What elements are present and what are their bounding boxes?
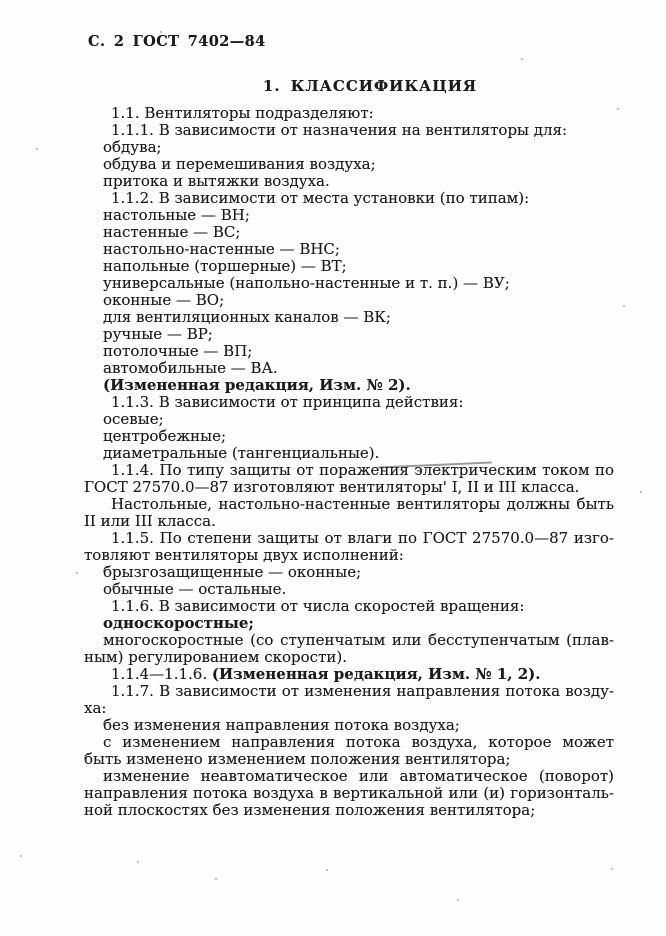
amendment-note: (Измененная редакция, Изм. № 2). <box>103 376 411 394</box>
scan-speck <box>76 572 78 574</box>
list-item: центробежные; <box>103 427 227 445</box>
list-item: универсальные (напольно-настенные и т. п.) — ВУ; <box>103 274 510 292</box>
list-item: напольные (торшерные) — ВТ; <box>103 257 347 275</box>
paragraph: Настольные, настольно-настенные вентиляторы должны быть II или III класса. <box>84 495 614 530</box>
list-item: односкоростные; <box>103 614 254 632</box>
list-item: обычные — остальные. <box>103 580 287 598</box>
scan-speck <box>215 878 217 880</box>
scan-speck <box>20 855 22 857</box>
scan-speck <box>521 58 523 60</box>
scan-speck <box>617 108 619 110</box>
paragraph: 1.1.6. В зависимости от числа скоростей вращения: <box>111 597 525 615</box>
scan-speck <box>640 491 642 493</box>
paragraph: 1.1.5. По степени защиты от влаги по ГОСТ 27570.0—87 изго-товляют вентиляторы двух исполнений: <box>84 529 614 564</box>
section-title: 1. КЛАССИФИКАЦИЯ <box>262 77 478 95</box>
list-item: изменение неавтоматическое или автоматическое (поворот) направления потока воздуха в вертикальной или (и) горизонталь-ной плоскостях без изменения положения вентилятора; <box>84 767 614 819</box>
list-item: настольно-настенные — ВНС; <box>103 240 340 258</box>
document-body <box>84 105 614 819</box>
amendment-range: 1.1.4—1.1.6. <box>111 665 212 683</box>
list-item: автомобильные — ВА. <box>103 359 278 377</box>
paragraph: 1.1.3. В зависимости от принципа действия: <box>111 393 464 411</box>
scan-speck <box>457 899 459 901</box>
list-item: оконные — ВО; <box>103 291 225 309</box>
amendment-text: (Измененная редакция, Изм. № 1, 2). <box>211 665 541 683</box>
list-item: ручные — ВР; <box>103 325 213 343</box>
scan-speck <box>160 31 162 33</box>
scan-speck <box>611 868 613 870</box>
page-header: С. 2 ГОСТ 7402—84 <box>88 33 266 50</box>
paragraph: 1.1.4. По типу защиты от поражения электрическим током по ГОСТ 27570.0—87 изготовляют вентиляторы' I, II и III класса. <box>84 461 614 496</box>
list-item: обдува; <box>103 138 162 156</box>
list-item: брызгозащищенные — оконные; <box>103 563 362 581</box>
paragraph: 1.1.7. В зависимости от изменения направления потока возду-ха: <box>84 682 614 717</box>
paragraph: 1.1. Вентиляторы подразделяют: <box>111 104 374 122</box>
list-item: обдува и перемешивания воздуха; <box>103 155 376 173</box>
list-item: многоскоростные (со ступенчатым или бесступенчатым (плав-ным) регулированием скорости). <box>84 631 614 666</box>
list-item: притока и вытяжки воздуха. <box>103 172 330 190</box>
scan-speck <box>137 861 139 863</box>
list-item: потолочные — ВП; <box>103 342 253 360</box>
scan-speck <box>623 305 625 307</box>
list-item: для вентиляционных каналов — ВК; <box>103 308 391 326</box>
list-item: настенные — ВС; <box>103 223 241 241</box>
list-item: осевые; <box>103 410 164 428</box>
list-item: настольные — ВН; <box>103 206 250 224</box>
scan-speck <box>326 869 328 871</box>
paragraph: 1.1.1. В зависимости от назначения на вентиляторы для: <box>111 121 568 139</box>
list-item: диаметральные (тангенциальные). <box>103 444 380 462</box>
paragraph: 1.1.2. В зависимости от места установки (по типам): <box>111 189 530 207</box>
scan-speck <box>36 148 38 150</box>
list-item: без изменения направления потока воздуха; <box>103 716 460 734</box>
list-item: с изменением направления потока воздуха, которое может быть изменено изменением положения вентилятора; <box>84 733 614 768</box>
amendment-note <box>84 666 614 683</box>
